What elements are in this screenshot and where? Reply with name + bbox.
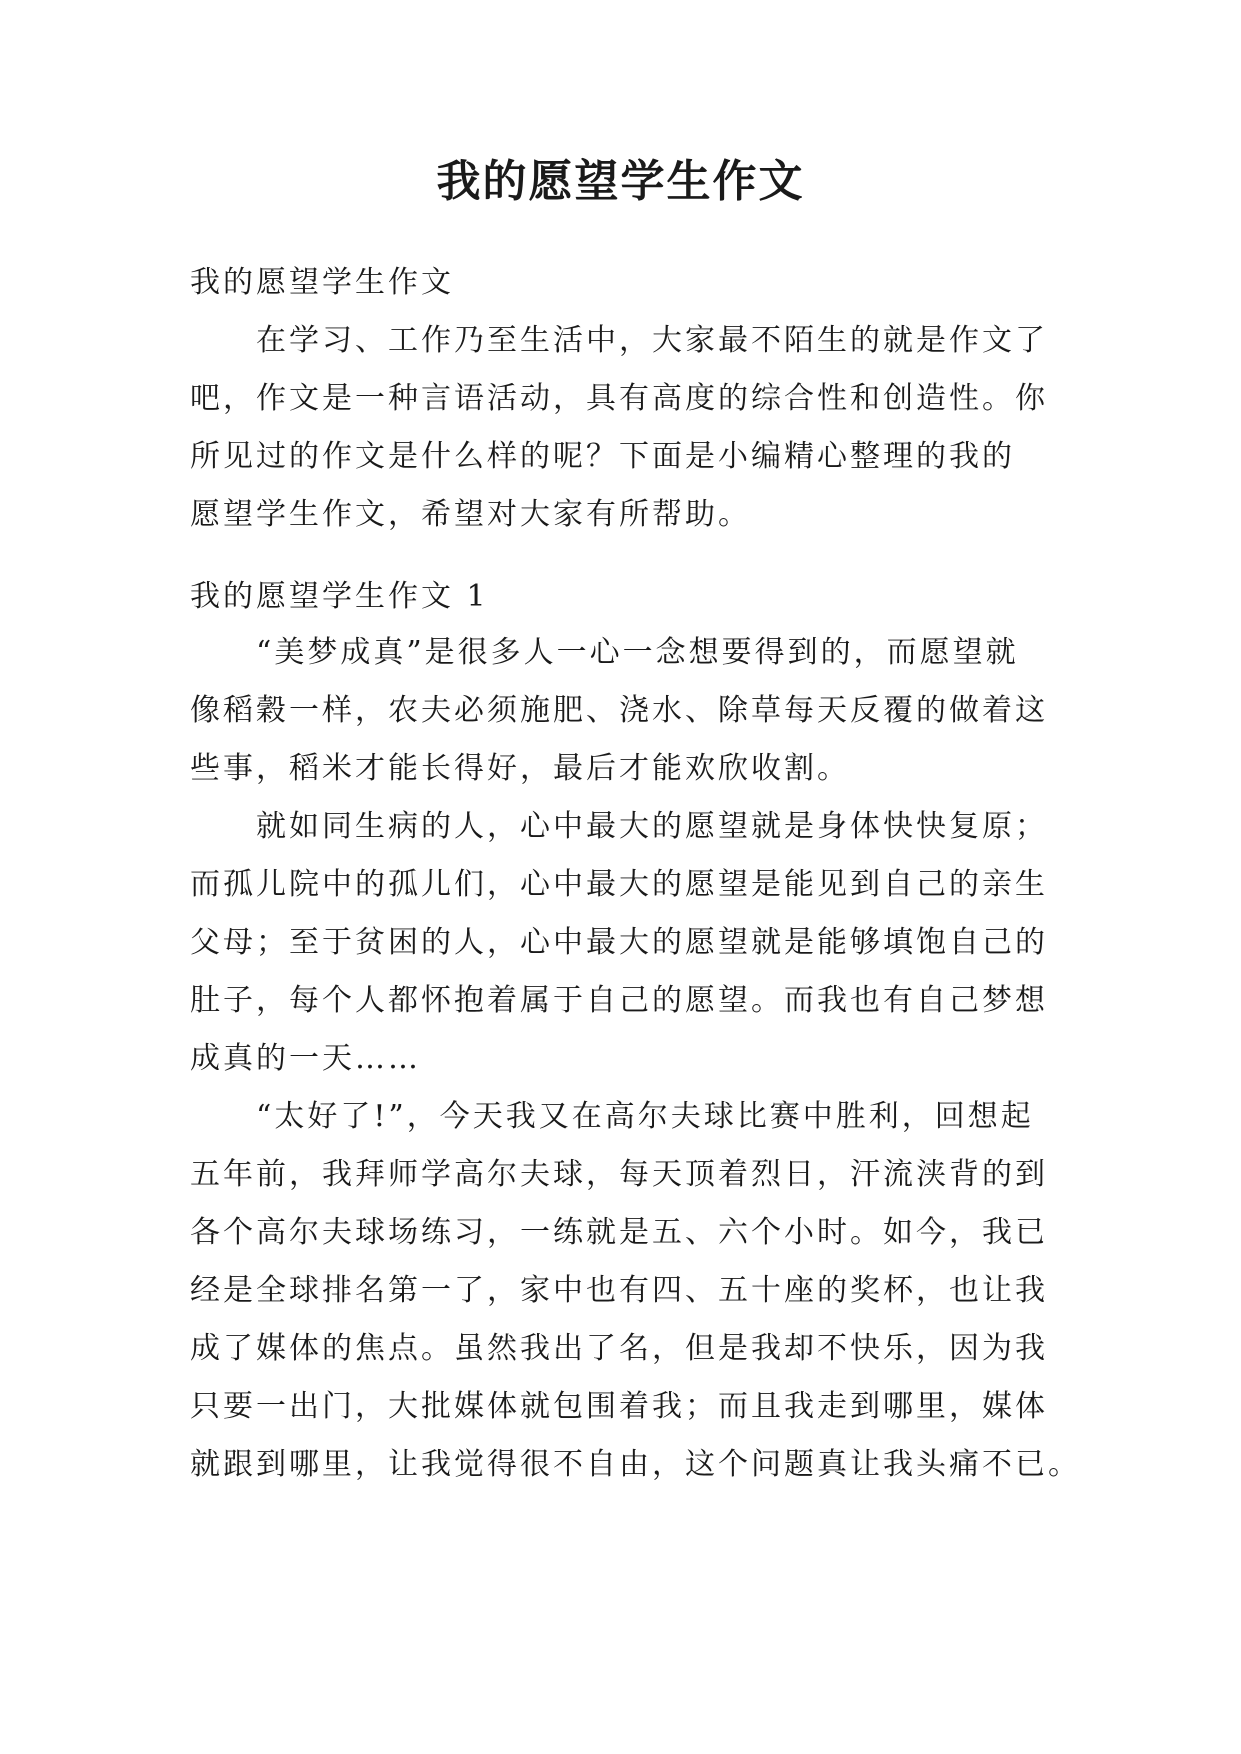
paragraph-2 [190,798,1060,1088]
intro-paragraph [190,312,1060,544]
intro-line: 在学习、工作乃至生活中，大家最不陌生的就是作文了 [256,323,1048,358]
paragraph-line: 就跟到哪里，让我觉得很不自由，这个问题真让我头痛不已。 [190,1447,1081,1482]
paragraph-1 [190,624,1060,798]
paragraph-line: 各个高尔夫球场练习，一练就是五、六个小时。如今，我已 [190,1215,1048,1250]
paragraph-line: 父母；至于贫困的人，心中最大的愿望就是能够填饱自己的 [190,925,1048,960]
paragraph-line: “太好了!”，今天我又在高尔夫球比赛中胜利，回想起 [256,1099,1034,1134]
paragraph-3 [190,1088,1081,1494]
paragraph-line: 就如同生病的人，心中最大的愿望就是身体快快复原； [256,809,1048,844]
paragraph-line: 像稻穀一样，农夫必须施肥、浇水、除草每天反覆的做着这 [190,693,1048,728]
intro-line: 愿望学生作文，希望对大家有所帮助。 [190,497,751,532]
intro-line: 所见过的作文是什么样的呢？下面是小编精心整理的我的 [190,439,1015,474]
paragraph-line: 些事，稻米才能长得好，最后才能欢欣收割。 [190,751,850,786]
paragraph-line: 成了媒体的焦点。虽然我出了名，但是我却不快乐，因为我 [190,1331,1048,1366]
paragraph-line: 只要一出门，大批媒体就包围着我；而且我走到哪里，媒体 [190,1389,1048,1424]
document-title: 我的愿望学生作文 [436,156,805,207]
section1-heading: 我的愿望学生作文 1 [190,579,489,614]
paragraph-line: “美梦成真”是很多人一心一念想要得到的，而愿望就 [256,635,1019,670]
paragraph-line: 经是全球排名第一了，家中也有四、五十座的奖杯，也让我 [190,1273,1048,1308]
intro-line: 吧，作文是一种言语活动，具有高度的综合性和创造性。你 [190,381,1048,416]
intro-heading: 我的愿望学生作文 [190,265,454,300]
paragraph-line: 肚子，每个人都怀抱着属于自己的愿望。而我也有自己梦想 [190,983,1048,1018]
paragraph-line: 五年前，我拜师学高尔夫球，每天顶着烈日，汗流浃背的到 [190,1157,1048,1192]
paragraph-line: 而孤儿院中的孤儿们，心中最大的愿望是能见到自己的亲生 [190,867,1048,902]
paragraph-line: 成真的一天…… [190,1041,421,1076]
